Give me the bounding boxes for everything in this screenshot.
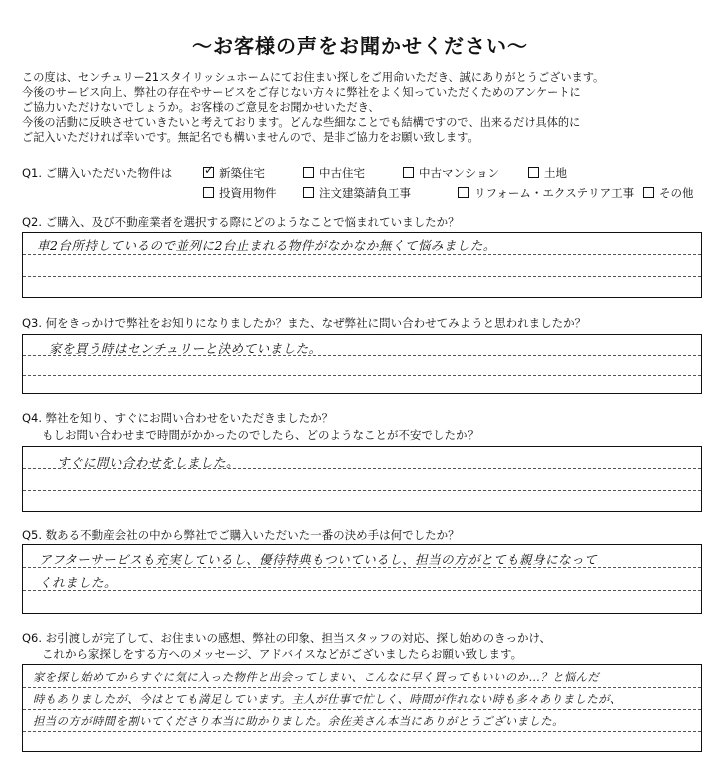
answer-line: [23, 687, 701, 688]
answer-line: [23, 709, 701, 710]
option-used-house[interactable]: [303, 165, 365, 181]
q2-answer-box[interactable]: [22, 232, 702, 298]
q3-question: Q3. 何をきっかけで弊社をお知りになりましたか？また、なぜ弊社に問い合わせてみようと思われましたか？: [22, 316, 587, 330]
q2-answer-line: 車2台所持しているので並列に2台止まれる物件がなかなか無くて悩みました。: [37, 238, 496, 253]
option-land[interactable]: [528, 165, 567, 181]
checkbox[interactable]: [458, 187, 469, 198]
q5-answer-line: アフターサービスも充実しているし、優待特典もついているし、担当の方がとても親身になって: [39, 552, 598, 567]
q3-answer-line: 家を買う時はセンチュリーと決めていました。: [49, 341, 322, 356]
answer-line: [23, 590, 701, 591]
checkbox[interactable]: [203, 187, 214, 198]
q1-label: Q1. ご購入いただいた物件は: [22, 166, 173, 180]
option-label: 注文建築請負工事: [319, 186, 411, 200]
answer-line: [23, 490, 701, 491]
intro-line: ご協力いただけないでしょうか。お客様のご意見をお聞かせいただき、: [22, 101, 380, 114]
page-title: ～お客様の声をお聞かせください～: [192, 34, 528, 58]
q6-answer-line: 担当の方が時間を割いてくださり本当に助かりました。余佐美さん本当にありがとうございました。: [33, 715, 564, 728]
option-label: 投資用物件: [219, 186, 277, 200]
option-label: リフォーム・エクステリア工事: [474, 186, 635, 200]
q4-answer-box[interactable]: [22, 446, 702, 512]
answer-line: [23, 375, 701, 376]
option-label: 中古住宅: [319, 166, 365, 180]
intro-line: ご記入いただければ幸いです。無記名でも構いませんので、是非ご協力をお願い致します。: [22, 131, 479, 144]
checkbox-checked[interactable]: [203, 167, 214, 178]
checkbox[interactable]: [643, 187, 654, 198]
checkbox[interactable]: [528, 167, 539, 178]
q5-question: Q5. 数ある不動産会社の中から弊社でご購入いただいた一番の決め手は何でしたか？: [22, 528, 460, 542]
intro-line: 今後のサービス向上、弊社の存在やサービスをご存じない方々に弊社をよく知っていただくためのアンケートに: [22, 86, 581, 99]
intro-line: この度は、センチュリー21スタイリッシュホームにてお住まい探しをご用命いただき、誠にありがとうございます。: [22, 71, 605, 84]
q2-question: Q2. ご購入、及び不動産業者を選択する際にどのようなことで悩まれていましたか？: [22, 215, 460, 229]
intro-line: 今後の活動に反映させていきたいと考えております。どんな些細なことでも結構ですので、出来るだけ具体的に: [22, 116, 581, 129]
option-custom-build[interactable]: [303, 185, 411, 201]
option-label: 土地: [544, 166, 567, 180]
checkbox[interactable]: [303, 167, 314, 178]
intro-text: [22, 70, 712, 145]
option-other[interactable]: [643, 185, 694, 201]
q6-answer-line: 家を探し始めてからすぐに気に入った物件と出会ってしまい、こんなに早く買ってもいいのか…？と悩んだ: [33, 671, 600, 684]
checkbox[interactable]: [403, 167, 414, 178]
q6-answer-box[interactable]: [22, 664, 702, 752]
checkbox[interactable]: [303, 187, 314, 198]
q5-answer-line: くれました。: [39, 575, 118, 590]
q6-question-line1: Q6. お引渡しが完了して、お住まいの感想、弊社の印象、担当スタッフの対応、探し始めのきっかけ、: [22, 631, 551, 645]
answer-line: [23, 254, 701, 255]
q4-question-line2: もしお問い合わせまで時間がかかったのでしたら、どのようなことが不安でしたか？: [42, 428, 479, 442]
option-new-house[interactable]: [203, 165, 265, 181]
answer-line: [23, 276, 701, 277]
option-label: その他: [659, 186, 694, 200]
option-investment[interactable]: [203, 185, 277, 201]
q4-question-line1: Q4. 弊社を知り、すぐにお問い合わせをいただきましたか？: [22, 411, 334, 425]
option-used-condo[interactable]: [403, 165, 499, 181]
option-label: 中古マンション: [419, 166, 499, 180]
q4-answer-line: すぐに問い合わせをしました。: [57, 455, 240, 470]
q6-answer-line: 時もありましたが、今はとても満足しています。主人が仕事で忙しく、時間が作れない時も多々ありましたが、: [33, 693, 622, 706]
q3-answer-box[interactable]: [22, 334, 702, 394]
option-reform[interactable]: [458, 185, 634, 201]
q6-question-line2: これから家探しをする方へのメッセージ、アドバイスなどがございましたらお願い致します。: [42, 647, 523, 661]
answer-line: [23, 731, 701, 732]
q5-answer-box[interactable]: [22, 544, 702, 614]
option-label: 新築住宅: [219, 166, 265, 180]
